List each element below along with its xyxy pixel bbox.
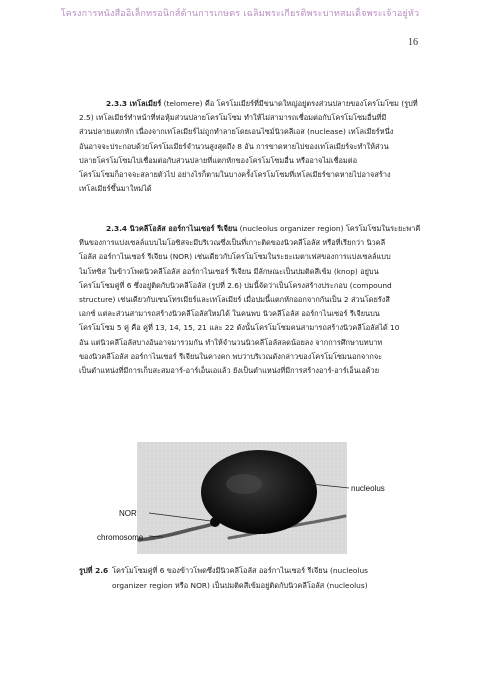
label-nor: NOR xyxy=(119,509,137,518)
paragraph-line: อัน แต่นิวคลีโอลัสบางอันอาจมารวมกัน ทำให้จำนวนนิวคลีโอลัสลดน้อยลง จากการศึกษาบทบาท xyxy=(79,337,383,347)
paragraph-line: ปลายโครโมโซมไปเชื่อมต่อกับส่วนปลายที่แตกหักของโครโมโซมอื่น หรืออาจไม่เชื่อมต่อ xyxy=(79,155,358,165)
figure-2-6-micrograph xyxy=(79,442,424,554)
paragraph-line: structure) เช่นเดียวกับเซนโทรเมียร์และเทโลเมียร์ เมื่อปมนี้แตกหักออกจากกันเป็น 2 ส่วนโดยรังสี xyxy=(79,295,390,305)
section-2-3-3-telomere xyxy=(79,97,424,196)
paragraph-line: โครโมโซมคู่ที่ 6 ซึ่งอยู่ติดกับนิวคลีโอลัส (รูปที่ 2.6) ปมนี้จัดว่าเป็นโครงสร้างประกอบ (compound xyxy=(79,280,392,290)
paragraph-line: เอกซ์ แต่ละส่วนสามารถสร้างนิวคลีโอลัสใหม่ได้ ในคนพบ นิวคลีโอลัส ออร์กาไนเซอร์ รีเจียนบน xyxy=(79,309,380,319)
paragraph-line: เป็นตำแหน่งที่มีการเก็บสะสมอาร์-อาร์เอ็นเอแล้ว ยังเป็นตำแหน่งที่มีการสร้างอาร์-อาร์เอ็นเอด้วย xyxy=(79,366,380,376)
paragraph-line: เทโลเมียร์ขึ้นมาใหม่ได้ xyxy=(79,184,152,194)
paragraph-line: ส่วนปลายแตกหัก เนื่องจากเทโลเมียร์ไม่ถูกทำลายโดยเอนไซม์นิวคลีเอส (nuclease) เทโลเมียร์หนึ่ง xyxy=(79,127,394,137)
section-heading: 2.3.4 นิวคลีโอลัส ออร์กาไนเซอร์ รีเจียน xyxy=(106,224,238,233)
caption-number: รูปที่ 2.6 xyxy=(79,566,109,575)
micrograph-svg xyxy=(79,442,424,554)
paragraph-first-line xyxy=(79,97,424,111)
header-watermark: โครงการหนังสืออิเล็กทรอนิกส์ด้านการเกษตร เฉลิมพระเกียรติพระบาทสมเด็จพระเจ้าอยู่หัว xyxy=(60,9,420,19)
paragraph-line: ไมโทซิส ในข้าวโพดนิวคลีโอลัส ออร์กาไนเซอร์ รีเจียน มีลักษณะเป็นปมติดสีเข้ม (knop) อยู่บน xyxy=(79,266,379,276)
page-number: 16 xyxy=(408,37,418,48)
nor-knob xyxy=(210,517,220,527)
paragraph-line: โครโมโซมก็อาจจะสลายตัวไป อย่างไรก็ตามในบางครั้งโครโมโซมที่เทโลเมียร์ขาดหายไปอาจสร้าง xyxy=(79,170,391,180)
nucleolus-highlight xyxy=(226,474,262,494)
paragraph-line: (nucleolus organizer region) โครโมโซมในระยะพาคี xyxy=(237,224,421,233)
paragraph-first-line xyxy=(79,222,424,236)
label-nucleolus: nucleolus xyxy=(351,484,385,493)
label-chromosome: chromosome xyxy=(97,533,144,542)
paragraph-line: (telomere) คือ โครโมเมียร์ที่มีขนาดใหญ่อยู่ตรงส่วนปลายของโครโมโซม (รูปที่ xyxy=(161,99,418,108)
caption-line-2: organizer region หรือ NOR) เป็นปมติดสีเข้มอยู่ติดกับนิวคลีโอลัส (nucleolus) xyxy=(112,581,368,590)
figure-caption xyxy=(79,563,424,593)
paragraph-line: ทีนของการแบ่งเซลล์แบบไมโอซิสจะมีบริเวณซึ่งเป็นที่เกาะติดของนิวคลีโอลัส หรือที่เรียกว่า นิวคลี xyxy=(79,238,386,248)
paragraph-line: อันอาจจะประกอบด้วยโครโมเมียร์จำนวนสูงสุดถึง 8 อัน การขาดหายไปของเทโลเมียร์จะทำให้ส่วน xyxy=(79,141,389,151)
caption-line-1: โครโมโซมคู่ที่ 6 ของข้าวโพดซึ่งมีนิวคลีโอลัส ออร์กาไนเซอร์ รีเจียน (nucleolus xyxy=(112,566,368,575)
paragraph-line: โอลัส ออร์กาไนเซอร์ รีเจียน (NOR) เช่นเดียวกับโครโมโซมในระยะเมตาเฟสของการแบ่งเซลล์แบบ xyxy=(79,252,391,262)
paragraph-line: 2.5) เทโลเมียร์ทำหน้าที่ห่อหุ้มส่วนปลายโครโมโซม ทำให้ไม่สามารถเชื่อมต่อกับโครโมโซมอื่นที่มี xyxy=(79,113,387,123)
section-heading: 2.3.3 เทโลเมียร์ xyxy=(106,99,162,108)
section-2-3-4-nucleolus-organizer-region xyxy=(79,222,424,378)
paragraph-line: ของนิวคลีโอลัส ออร์กาไนเซอร์ รีเจียนในคางคก พบว่าบริเวณดังกล่าวของโครโมโซมนอกจากจะ xyxy=(79,351,383,361)
paragraph-line: โครโมโซม 5 คู่ คือ คู่ที่ 13, 14, 15, 21 และ 22 ดังนั้นโครโมโซมคนสามารถสร้างนิวคลีโอลัสได้ 10 xyxy=(79,323,400,333)
